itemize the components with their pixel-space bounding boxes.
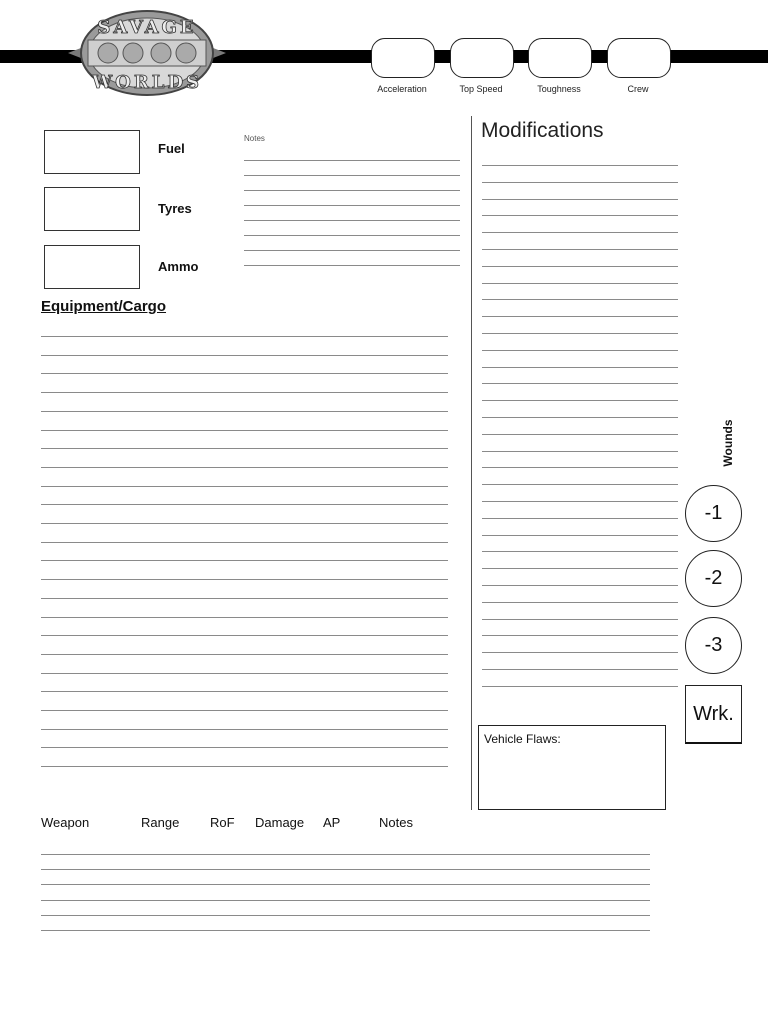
modification-line bbox=[482, 484, 678, 485]
notes-line bbox=[244, 160, 460, 161]
acceleration-field[interactable] bbox=[371, 38, 435, 78]
notes-line bbox=[244, 190, 460, 191]
modification-line bbox=[482, 434, 678, 435]
ap-header: AP bbox=[323, 815, 341, 830]
equipment-line bbox=[41, 654, 448, 655]
modification-line bbox=[482, 535, 678, 536]
notes-label: Notes bbox=[244, 134, 265, 143]
equipment-line bbox=[41, 411, 448, 412]
modification-line bbox=[482, 669, 678, 670]
equipment-line bbox=[41, 766, 448, 767]
modification-line bbox=[482, 249, 678, 250]
logo-medallion-3 bbox=[151, 43, 171, 63]
notes-line bbox=[244, 235, 460, 236]
notes-line bbox=[244, 205, 460, 206]
wounds-label: Wounds bbox=[721, 419, 735, 467]
modification-line bbox=[482, 215, 678, 216]
modification-line bbox=[482, 551, 678, 552]
equipment-title: Equipment/Cargo bbox=[41, 298, 167, 315]
modification-line bbox=[482, 283, 678, 284]
wrecked-box[interactable]: Wrk. bbox=[685, 685, 742, 744]
modification-line bbox=[482, 602, 678, 603]
modification-line bbox=[482, 383, 678, 384]
modification-line bbox=[482, 501, 678, 502]
modification-line bbox=[482, 182, 678, 183]
modification-line bbox=[482, 417, 678, 418]
equipment-line bbox=[41, 355, 448, 356]
fuel-label: Fuel bbox=[158, 141, 185, 156]
wound-3-circle[interactable]: -3 bbox=[685, 617, 742, 674]
modification-line bbox=[482, 467, 678, 468]
weapon-line bbox=[41, 884, 650, 885]
notes-line bbox=[244, 265, 460, 266]
equipment-line bbox=[41, 617, 448, 618]
acceleration-label: Acceleration bbox=[377, 84, 427, 94]
equipment-line bbox=[41, 691, 448, 692]
wound-1-circle[interactable]: -1 bbox=[685, 485, 742, 542]
savage-worlds-logo bbox=[66, 8, 228, 98]
equipment-line bbox=[41, 392, 448, 393]
modification-line bbox=[482, 652, 678, 653]
logo-medallion-2 bbox=[123, 43, 143, 63]
weapon-line bbox=[41, 930, 650, 931]
modifications-title: Modifications bbox=[481, 119, 604, 142]
equipment-line bbox=[41, 373, 448, 374]
equipment-line bbox=[41, 523, 448, 524]
notes-line bbox=[244, 250, 460, 251]
equipment-line bbox=[41, 673, 448, 674]
wound-2-circle[interactable]: -2 bbox=[685, 550, 742, 607]
notes-line bbox=[244, 220, 460, 221]
modification-line bbox=[482, 199, 678, 200]
equipment-line bbox=[41, 635, 448, 636]
modification-line bbox=[482, 299, 678, 300]
weapon-line bbox=[41, 854, 650, 855]
modification-line bbox=[482, 619, 678, 620]
logo-text-top: SAVAGE bbox=[97, 17, 197, 38]
weapon-line bbox=[41, 915, 650, 916]
modification-line bbox=[482, 266, 678, 267]
fuel-box[interactable] bbox=[44, 130, 140, 174]
weapon-line bbox=[41, 869, 650, 870]
modification-line bbox=[482, 686, 678, 687]
logo-medallion-4 bbox=[176, 43, 196, 63]
equipment-line bbox=[41, 336, 448, 337]
toughness-field[interactable] bbox=[528, 38, 592, 78]
modification-line bbox=[482, 333, 678, 334]
equipment-line bbox=[41, 504, 448, 505]
equipment-line bbox=[41, 542, 448, 543]
equipment-line bbox=[41, 448, 448, 449]
ammo-box[interactable] bbox=[44, 245, 140, 289]
modification-line bbox=[482, 367, 678, 368]
top-speed-label: Top Speed bbox=[459, 84, 503, 94]
ammo-label: Ammo bbox=[158, 259, 199, 274]
rof-header: RoF bbox=[210, 815, 235, 830]
modification-line bbox=[482, 316, 678, 317]
equipment-line bbox=[41, 579, 448, 580]
modification-line bbox=[482, 350, 678, 351]
weapon-line bbox=[41, 900, 650, 901]
toughness-label: Toughness bbox=[537, 84, 581, 94]
vehicle-flaws-label: Vehicle Flaws: bbox=[484, 732, 561, 746]
equipment-line bbox=[41, 560, 448, 561]
range-header: Range bbox=[141, 815, 180, 830]
equipment-line bbox=[41, 486, 448, 487]
modification-line bbox=[482, 232, 678, 233]
modification-line bbox=[482, 518, 678, 519]
tyres-box[interactable] bbox=[44, 187, 140, 231]
notes-line bbox=[244, 175, 460, 176]
notes-header: Notes bbox=[379, 815, 413, 830]
equipment-line bbox=[41, 729, 448, 730]
crew-field[interactable] bbox=[607, 38, 671, 78]
equipment-line bbox=[41, 430, 448, 431]
logo-text-bottom: WORLDS bbox=[91, 72, 203, 93]
crew-label: Crew bbox=[627, 84, 649, 94]
tyres-label: Tyres bbox=[158, 201, 192, 216]
weapon-header: Weapon bbox=[41, 815, 90, 830]
equipment-line bbox=[41, 747, 448, 748]
top-speed-field[interactable] bbox=[450, 38, 514, 78]
modification-line bbox=[482, 165, 678, 166]
modification-line bbox=[482, 400, 678, 401]
equipment-line bbox=[41, 467, 448, 468]
column-divider bbox=[471, 116, 472, 810]
modification-line bbox=[482, 635, 678, 636]
equipment-line bbox=[41, 598, 448, 599]
vehicle-flaws-box[interactable] bbox=[478, 725, 666, 810]
modification-line bbox=[482, 451, 678, 452]
equipment-line bbox=[41, 710, 448, 711]
modification-line bbox=[482, 585, 678, 586]
logo-medallion-1 bbox=[98, 43, 118, 63]
modification-line bbox=[482, 568, 678, 569]
damage-header: Damage bbox=[255, 815, 305, 830]
